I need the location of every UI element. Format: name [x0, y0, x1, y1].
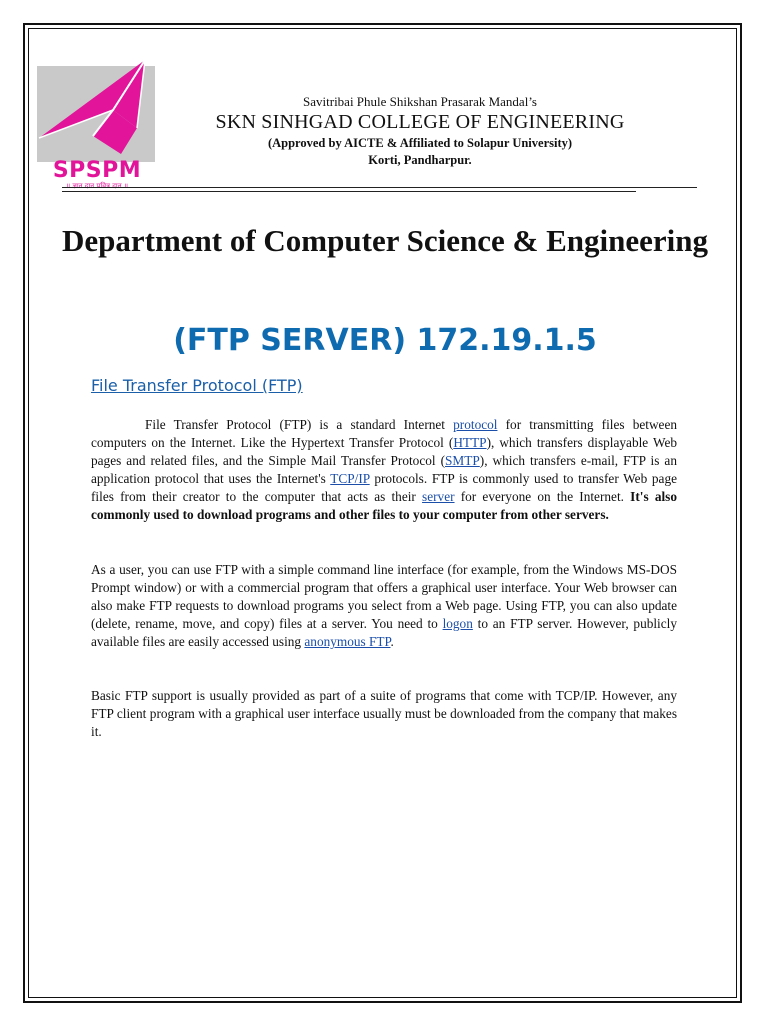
bold-text-run: It's also commonly used to download programs and other files to your computer from other servers. [91, 489, 678, 522]
approval-line: (Approved by AICTE & Affiliated to Solapur University) [267, 136, 573, 150]
header-divider [62, 187, 697, 188]
text-run: File Transfer Protocol (FTP) is a standard Internet [145, 417, 454, 432]
link-anonymous-ftp[interactable]: anonymous FTP [304, 634, 391, 649]
link-logon[interactable]: logon [442, 616, 473, 631]
text-run: . [390, 634, 394, 649]
link-smtp[interactable]: SMTP [445, 453, 480, 468]
paragraph-intro [91, 416, 677, 524]
text-run: for transmitting files between computers on the Internet. Like the Hypertext Transfer Protocol ( [91, 417, 678, 450]
link-tcpip[interactable]: TCP/IP [330, 471, 370, 486]
sail-icon [33, 58, 161, 168]
org-name: Savitribai Phule Shikshan Prasarak Mandal’s [303, 94, 537, 109]
link-server[interactable]: server [422, 489, 455, 504]
section-heading[interactable]: File Transfer Protocol (FTP) [91, 376, 303, 395]
text-run: ), which transfers displayable Web pages and related files, and the Simple Mail Transfer Protocol ( [91, 435, 677, 468]
paragraph-support: Basic FTP support is usually provided as part of a suite of programs that come with TCP/IP. However, any FTP client program with a graphical user interface usually must be downloaded from the company that makes it. [91, 688, 677, 739]
text-run: protocols. FTP is commonly used to transfer Web page files from their creator to the computer that acts as their [91, 471, 678, 504]
text-run: for everyone on the Internet. [454, 489, 631, 504]
text-run: ), which transfers e-mail, FTP is an application protocol that uses the Internet's [91, 453, 677, 486]
text-run: As a user, you can use FTP with a simple command line interface (for example, from the Windows MS-DOS Prompt window) or with a commercial program that offers a graphical user interface. Your Web browser can also make FTP requests to download programs you select from a Web page. Using FTP, you can also update (delete, rename, move, and copy) files at a server. You need to [91, 562, 677, 631]
ftp-server-title: (FTP SERVER) 172.19.1.5 [173, 323, 597, 358]
paragraph-usage [91, 561, 677, 651]
logo-motto: ॥ ज्ञान दान पवित्र दान ॥ [65, 182, 129, 190]
department-title: Department of Computer Science & Engineering [61, 223, 709, 258]
spspm-logo [33, 58, 161, 190]
header-divider-secondary [62, 191, 636, 192]
college-name: SKN SINHGAD COLLEGE OF ENGINEERING [215, 111, 625, 133]
link-http[interactable]: HTTP [453, 435, 487, 450]
text-run: to an FTP server. However, publicly available files are easily accessed using [91, 616, 677, 649]
location-line: Korti, Pandharpur. [368, 153, 472, 167]
link-protocol[interactable]: protocol [453, 417, 498, 432]
logo-wordmark: SPSPM [52, 158, 142, 183]
